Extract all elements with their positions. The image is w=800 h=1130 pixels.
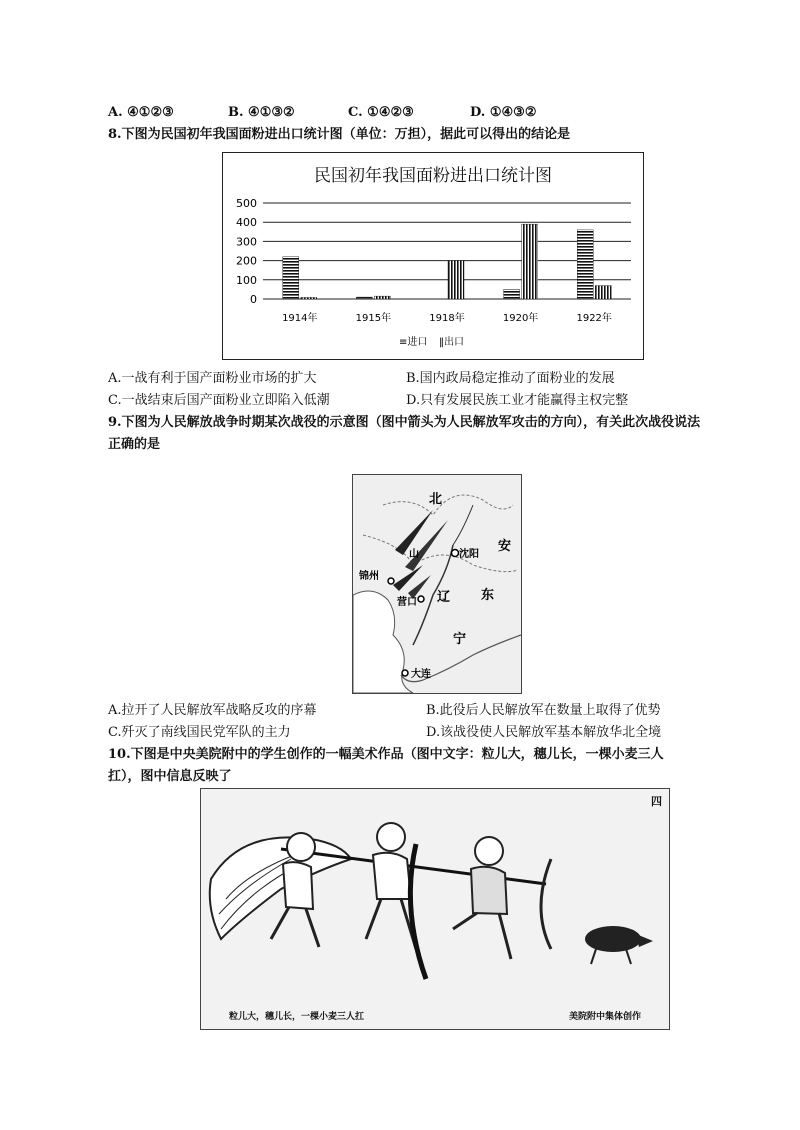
shenyang-marker — [452, 550, 459, 557]
legend-import: ≡进口 — [399, 337, 428, 348]
artwork-figure — [200, 788, 670, 1030]
map-label-shan: 山 — [409, 549, 419, 560]
artwork-drawing — [201, 789, 669, 1029]
q8-option-d: D.只有发展民族工业才能赢得主权完整 — [406, 393, 629, 408]
q9-stem-line1: 9.下图为人民解放战争时期某次战役的示意图（图中箭头为人民解放军攻击的方向），有关此次战役说法 — [108, 415, 701, 430]
q9-option-c: C.歼灭了南线国民党军队的主力 — [108, 725, 291, 740]
bar-import — [577, 230, 593, 299]
x-tick-label: 1915年 — [355, 313, 392, 324]
x-tick-label: 1914年 — [282, 313, 318, 324]
bar-import — [283, 257, 299, 299]
battle-map — [352, 474, 522, 694]
q7-option-a: A. ④①②③ — [108, 105, 174, 120]
x-tick-label: 1920年 — [502, 313, 539, 324]
flour-chart — [222, 152, 644, 360]
chart-plot — [223, 153, 643, 359]
artwork-corner-mark: 四 — [651, 795, 662, 808]
q9-option-b: B.此役后人民解放军在数量上取得了优势 — [426, 703, 661, 718]
q10-stem-line1: 10.下图是中央美院附中的学生创作的一幅美术作品（图中文字：粒儿大，穗儿长，一棵小麦三人 — [108, 747, 664, 762]
map-label-jinzhou: 锦州 — [359, 571, 379, 582]
map-label-dalian: 大连 — [411, 669, 431, 680]
artwork-caption-right: 美院附中集体创作 — [569, 1012, 642, 1022]
map-label-shenyang: 沈阳 — [459, 549, 479, 560]
yingkou-marker — [418, 596, 424, 602]
x-tick-label: 1922年 — [576, 313, 612, 324]
bar-export — [522, 224, 538, 299]
map-label-dong: 东 — [481, 588, 495, 603]
q9-stem-line2: 正确的是 — [108, 437, 161, 452]
q9-option-d: D.该战役使人民解放军基本解放华北全境 — [426, 725, 662, 740]
y-tick-label: 100 — [236, 273, 257, 287]
map-label-an: 安 — [498, 539, 512, 554]
map-label-yingkou: 营口 — [397, 597, 417, 608]
y-tick-label: 500 — [236, 197, 257, 210]
map-label-liao: 辽 — [437, 590, 451, 605]
y-tick-label: 0 — [250, 293, 257, 306]
q8-stem: 8.下图为民国初年我国面粉进出口统计图（单位：万担），据此可以得出的结论是 — [108, 127, 571, 142]
x-tick-label: 1918年 — [429, 313, 465, 324]
bar-export — [374, 296, 390, 299]
q8-option-c: C.一战结束后国产面粉业立即陷入低潮 — [108, 393, 330, 408]
bar-import — [356, 297, 372, 299]
q10-stem-line2: 扛），图中信息反映了 — [108, 769, 232, 784]
dalian-marker — [402, 670, 408, 676]
map-label-north: 北 — [429, 492, 443, 507]
bar-export — [448, 261, 464, 299]
legend-export: ‖出口 — [439, 337, 464, 348]
q8-option-b: B.国内政局稳定推动了面粉业的发展 — [406, 371, 615, 386]
y-tick-label: 400 — [236, 216, 257, 230]
bar-export — [595, 286, 611, 299]
chart-title: 民国初年我国面粉进出口统计图 — [314, 166, 552, 186]
jinzhou-marker — [388, 578, 394, 584]
q7-option-c: C. ①④②③ — [348, 105, 414, 120]
y-tick-label: 200 — [236, 254, 257, 268]
bar-export — [301, 297, 317, 299]
artwork-caption-left: 粒儿大，穗儿长，一棵小麦三人扛 — [229, 1012, 365, 1022]
bar-import — [504, 289, 520, 299]
q7-option-d: D. ①④③② — [470, 105, 537, 120]
y-tick-label: 300 — [236, 235, 257, 249]
map-label-ning: 宁 — [453, 632, 467, 647]
q9-option-a: A.拉开了人民解放军战略反攻的序幕 — [108, 703, 317, 718]
q8-option-a: A.一战有利于国产面粉业市场的扩大 — [108, 371, 317, 386]
q7-option-b: B. ④①③② — [228, 105, 295, 120]
